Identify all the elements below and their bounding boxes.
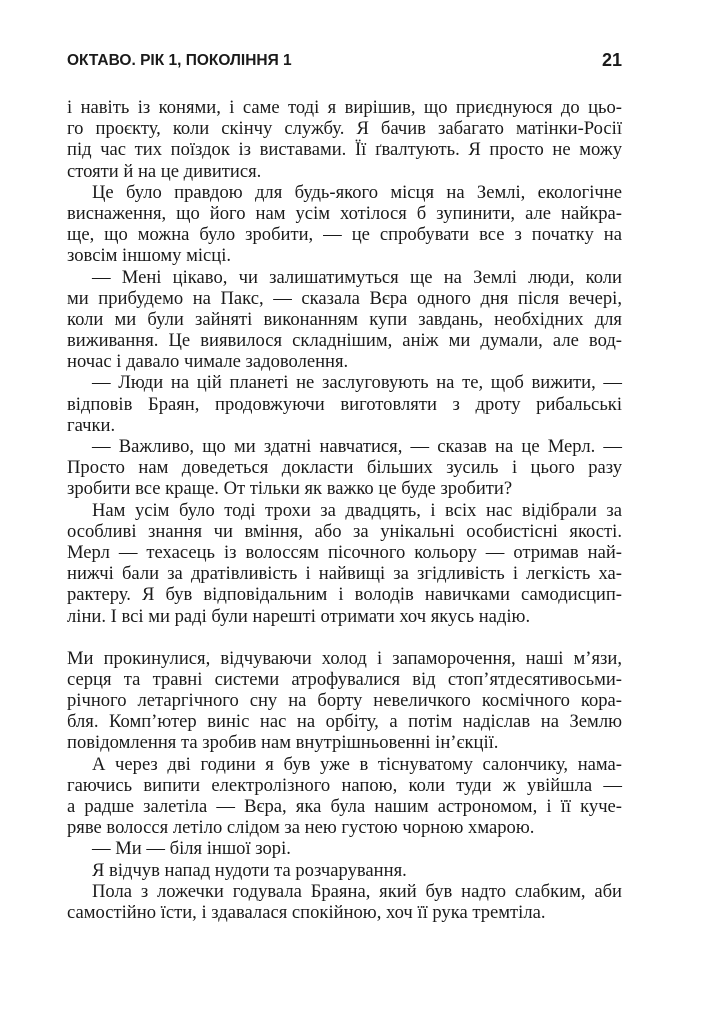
text-line: — Важливо, що ми здатні навчатися, — сказав на це Мерл. — xyxy=(92,436,622,457)
text-line: Мерл — техасець із волоссям пісочного кольору — отримав най- xyxy=(67,541,622,563)
text-line: рактеру. Я був відповідальним і володів навичками самодисцип- xyxy=(67,584,622,606)
text-line: ми прибудемо на Пакс, — сказала Вєра одного дня після вечері, xyxy=(67,287,622,309)
text-line: під час тих поїздок із виставами. Її ґвалтують. Я просто не можу xyxy=(67,139,622,161)
text-line: Просто нам доведеться докласти більших зусиль і цього разу xyxy=(67,457,622,479)
text-line: і навіть із конями, і саме тоді я вирішив, що приєднуюся до цьо- xyxy=(67,97,622,118)
text-line: річного летаргічного сну на борту невеличкого космічного кора- xyxy=(67,690,622,712)
text-line: А через дві години я був уже в тіснуватому салончику, нама- xyxy=(92,753,622,775)
text-line: Це було правдою для будь-якого місця на Землі, екологічне xyxy=(92,181,622,203)
text-line: гаючись випити електролізного напою, коли туди ж увійшла — xyxy=(67,774,622,796)
text-line: ліни. І всі ми раді були нарешті отримати хоч якусь надію. xyxy=(67,605,531,627)
text-line: ряве волосся летіло слідом за нею густою чорною хмарою. xyxy=(67,817,535,839)
text-line: самостійно їсти, і здавалася спокійною, хоч її рука тремтіла. xyxy=(67,901,546,923)
text-line: ще, що можна було зробити, — це спробувати все з початку на xyxy=(67,224,622,246)
text-line: виживання. Це виявилося складнішим, аніж ми думали, але вод- xyxy=(67,330,622,352)
text-line: — Мені цікаво, чи залишатимуться ще на Землі люди, коли xyxy=(92,266,622,288)
text-line: ночас і давало чимале задоволення. xyxy=(67,351,349,373)
text-line: Ми прокинулися, відчуваючи холод і запаморочення, наші м’язи, xyxy=(67,647,622,669)
body-text xyxy=(67,97,622,923)
text-line: — Ми — біля іншої зорі. xyxy=(92,838,291,860)
text-line: зовсім іншому місці. xyxy=(67,245,232,267)
running-head: ОКТАВО. РІК 1, ПОКОЛІННЯ 1 xyxy=(67,52,292,69)
text-line: бля. Комп’ютер виніс нас на орбіту, а потім надіслав на Землю xyxy=(67,711,622,733)
page-number: 21 xyxy=(601,50,622,70)
text-line: особливі знання чи вміння, або за унікальні особистісні якості. xyxy=(67,520,622,542)
text-line: — Люди на цій планеті не заслуговують на те, щоб вижити, — xyxy=(92,372,622,394)
text-line: стояти й на це дивитися. xyxy=(67,160,262,182)
text-line: коли ми були зайняті виконанням купи завдань, необхідних для xyxy=(67,308,622,330)
text-line: серця та травні системи атрофувалися від стоп’ятдесятивосьми- xyxy=(67,668,622,690)
text-line: Я відчув напад нудоти та розчарування. xyxy=(92,859,407,881)
text-line: Нам усім було тоді трохи за двадцять, і всіх нас відібрали за xyxy=(92,499,622,521)
text-line: а радше залетіла — Вєра, яка була нашим астрономом, і її куче- xyxy=(67,796,622,817)
section-break xyxy=(67,627,622,648)
text-line: нижчі бали за дратівливість і найвищі за згідливість і легкість ха- xyxy=(67,563,622,585)
text-line: го проєкту, коли скінчу службу. Я бачив забагато матінки-Росії xyxy=(67,118,622,140)
text-line: виснаження, що його нам усім хотілося б зупинити, але найкра- xyxy=(67,202,622,224)
text-line: Пола з ложечки годувала Браяна, який був надто слабким, аби xyxy=(92,880,622,902)
text-line: повідомлення та зробив нам внутрішньовенні ін’єкції. xyxy=(67,732,499,754)
text-line: відповів Браян, продовжуючи виготовляти з дроту рибальські xyxy=(67,393,622,415)
page-header xyxy=(67,50,622,74)
text-line: гачки. xyxy=(67,414,116,436)
text-line: зробити все краще. От тільки як важко це буде зробити? xyxy=(67,478,513,500)
